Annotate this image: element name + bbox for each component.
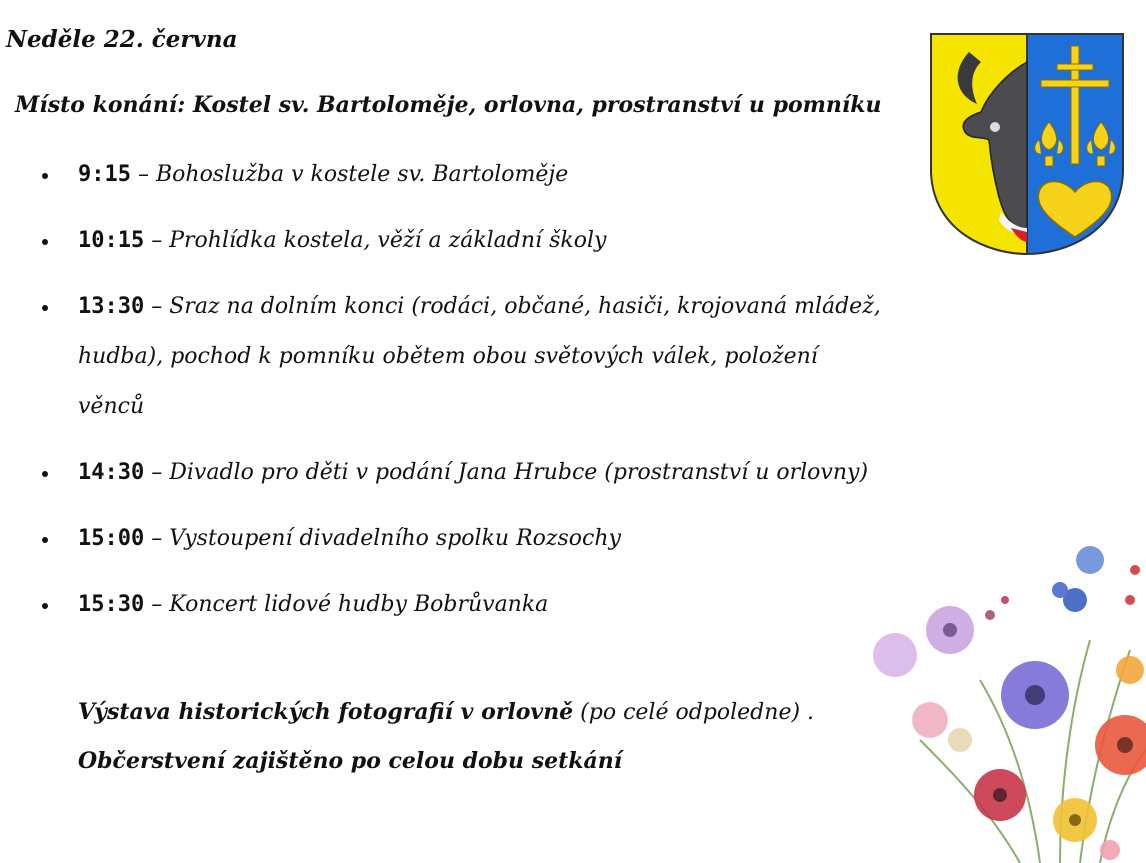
exhibition-title: Výstava historických fotografií v orlovně xyxy=(78,699,574,725)
program-time: 9:15 xyxy=(78,162,131,187)
program-item xyxy=(40,448,890,498)
program-time: 10:15 xyxy=(78,228,145,253)
exhibition-note xyxy=(78,688,814,737)
program-item xyxy=(40,282,890,432)
event-date: Neděle 22. června xyxy=(6,26,238,53)
program-time: 15:00 xyxy=(78,526,145,551)
separator: – xyxy=(130,162,156,187)
program-time: 15:30 xyxy=(78,592,145,617)
exhibition-detail: (po celé odpoledne) . xyxy=(573,700,815,725)
separator: – xyxy=(144,526,170,551)
program-time: 13:30 xyxy=(78,294,145,319)
band-name: Bobrůvanka xyxy=(413,592,549,617)
separator: – xyxy=(144,228,170,253)
refreshment-note: Občerstvení zajištěno po celou dobu setkání xyxy=(78,748,623,774)
program-text: Sraz na dolním konci (rodáci, občané, hasiči, krojovaná mládež, hudba), pochod k pomníku obětem obou světových válek, položení věnců xyxy=(78,294,881,419)
notes xyxy=(78,688,814,785)
coat-of-arms-icon xyxy=(929,32,1125,260)
program-text: Vystoupení divadelního spolku Rozsochy xyxy=(169,526,621,551)
program-text: Divadlo pro děti v podání Jana Hrubce (prostranství u orlovny) xyxy=(169,460,869,485)
event-place: Místo konání: Kostel sv. Bartoloměje, orlovna, prostranství u pomníku xyxy=(15,92,882,118)
program-text: Bohoslužba v kostele sv. Bartoloměje xyxy=(155,162,569,187)
separator: – xyxy=(144,294,170,319)
program-time: 14:30 xyxy=(78,460,145,485)
program-item xyxy=(40,580,890,630)
program-item xyxy=(40,216,890,266)
program-list xyxy=(40,150,890,646)
program-item xyxy=(40,150,890,200)
program-text: Koncert lidové hudby xyxy=(169,592,414,617)
flower-bouquet-icon xyxy=(860,530,1146,863)
program-text: Prohlídka kostela, věží a základní školy xyxy=(169,228,607,253)
program-item xyxy=(40,514,890,564)
separator: – xyxy=(144,460,170,485)
separator: – xyxy=(144,592,170,617)
